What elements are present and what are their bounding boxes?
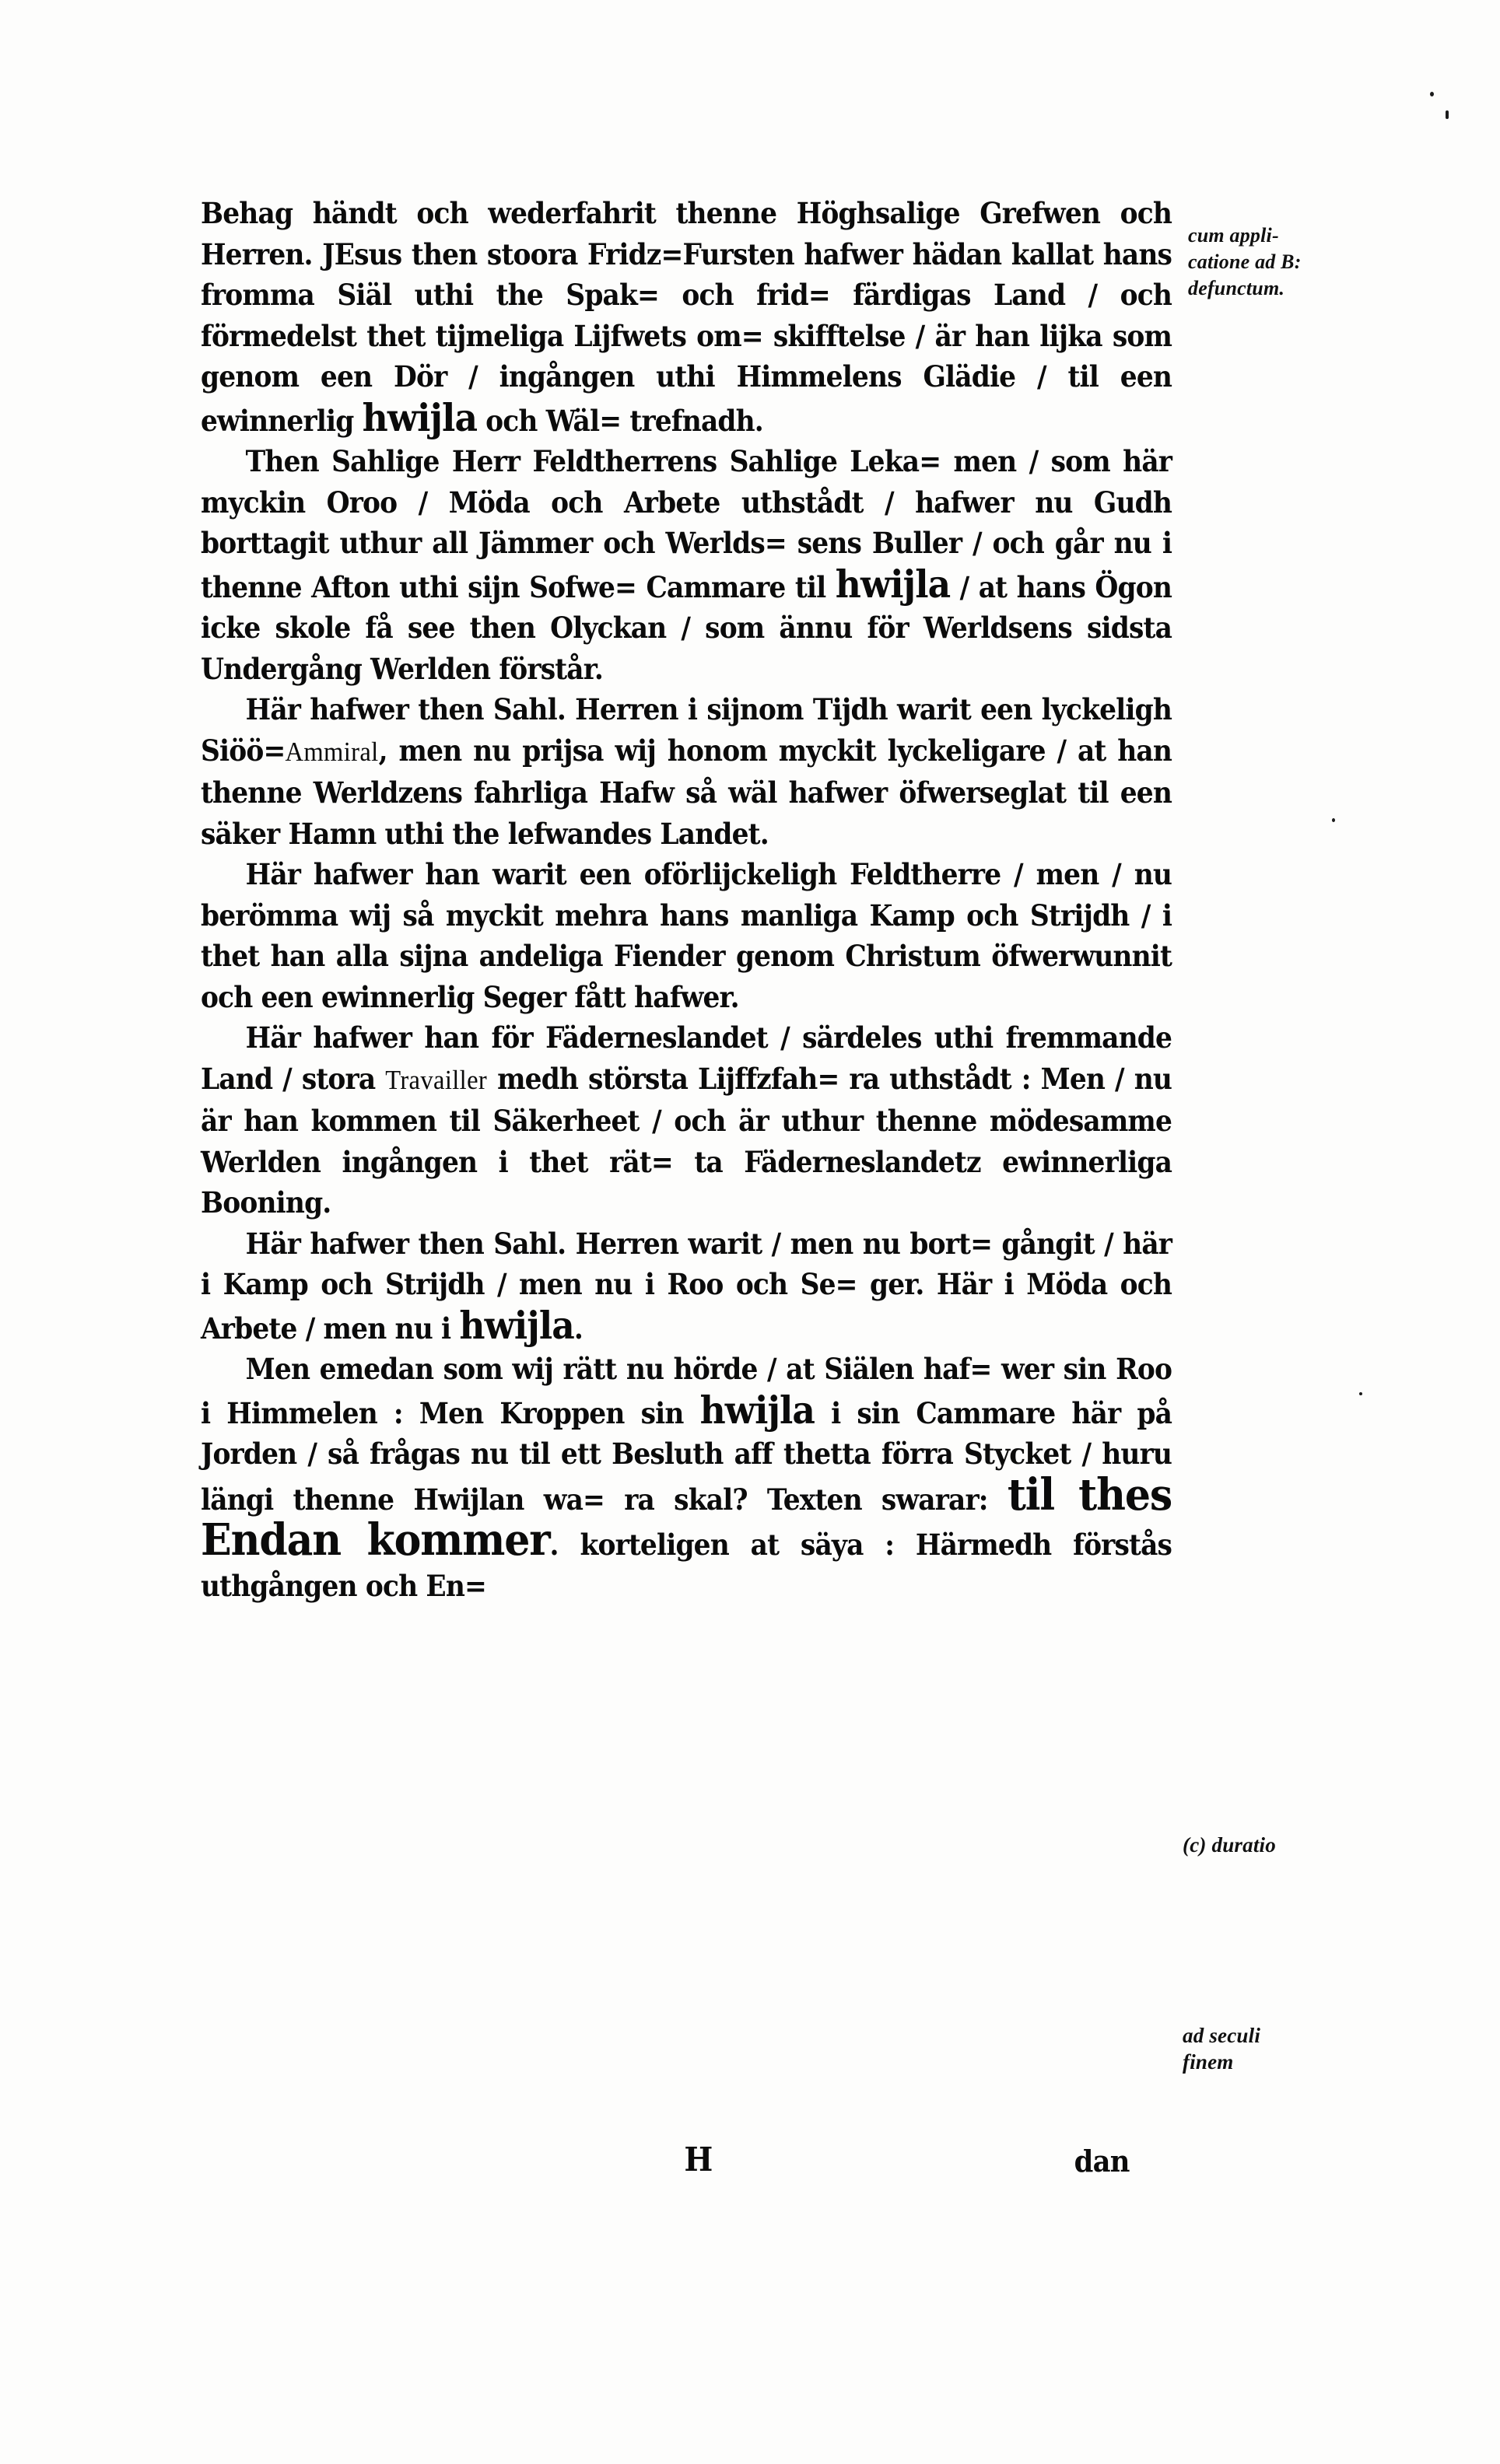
line: fått hafwer.: [574, 979, 739, 1014]
line: gångit / här i Kamp och Strijdh / men nu i Roo och Se=: [201, 1226, 1172, 1301]
roman-type-word: Ammiral: [285, 736, 379, 767]
line: Kamp och Strijdh / i thet han alla sijna andeliga Fiender: [201, 898, 1172, 973]
margin-note-ad-seculi-finem: [1183, 2022, 1416, 2075]
line: then Olyckan / som ännu för Werldsens sidsta Undergång: [201, 611, 1172, 686]
line: hafwer nu Gudh borttagit uthur all Jämmer och Werlds=: [201, 485, 1172, 560]
line: men / nu berömma wij så myckit mehra hans manliga: [201, 857, 1172, 933]
line: korteligen at säya : Härmedh förstås uthgången och En=: [201, 1528, 1172, 1603]
ink-speck: [1359, 1392, 1362, 1395]
margin-note-line: catione ad B:: [1188, 250, 1302, 273]
line: Werlden förstår.: [370, 651, 604, 686]
catchword: dan: [1074, 2144, 1130, 2179]
ink-speck: [1430, 92, 1434, 96]
line: ger. Här i Möda och Arbete / men nu i hwijla.: [201, 1267, 1172, 1348]
line: men / som här myckin Oroo / Möda och Arbete uthstådt /: [201, 444, 1172, 520]
margin-note-line: finem: [1183, 2050, 1234, 2074]
line: Här hafwer then Sahl. Herren i sijnom Tijdh warit: [245, 692, 971, 726]
line: hädan kallat hans fromma Siäl uthi the Spak= och frid=: [201, 236, 1172, 312]
paragraph: [201, 1223, 1172, 1349]
line: Men emedan som wij rätt nu hörde / at Siälen haf=: [245, 1352, 992, 1386]
line: färdigas Land / och förmedelst thet tijmeliga Lijfwets om=: [201, 278, 1172, 353]
paragraph: [201, 193, 1172, 441]
line: genom Christum öfwerwunnit och een ewinnerlig Seger: [201, 939, 1172, 1014]
line: trefnadh.: [629, 403, 763, 438]
margin-note-duratio: [1183, 1832, 1416, 1858]
emphasised-word: hwijla: [835, 561, 951, 607]
line-with-display-phrase: ra skal? Texten swarar: til thes Endan kommer.: [201, 1468, 1172, 1566]
line: Här hafwer han warit een oförlijckeligh Feldtherre /: [245, 857, 1023, 891]
emphasised-word: hwijla: [459, 1302, 574, 1348]
paragraph: [201, 441, 1172, 689]
margin-note-line: cum appli-: [1188, 224, 1279, 247]
margin-note-line: ad seculi: [1183, 2024, 1261, 2047]
page-foot: [201, 2140, 1172, 2195]
ink-speck: [1446, 110, 1449, 119]
line: Hafw så wäl hafwer öfwerseglat til een säker Hamn uthi: [201, 775, 1172, 851]
margin-note-line: (c) duratio: [1183, 1833, 1276, 1857]
line: i sin Cammare här på Jorden / så frågas nu til ett Besluth: [201, 1395, 1172, 1471]
line: fremmande Land / stora Travailler medh största Lijffzfah=: [201, 1020, 1172, 1096]
text-block: [201, 193, 1172, 1606]
emphasised-word: hwijla: [362, 394, 478, 440]
emphasised-word: hwijla: [699, 1387, 815, 1433]
line: ta Fäderneslandetz ewinnerliga Booning.: [201, 1144, 1172, 1220]
margin-note-application: [1188, 222, 1421, 302]
line: Behag händt och wederfahrit thenne Höghsalige Grefwen: [201, 196, 1101, 230]
margin-note-line: defunctum.: [1188, 277, 1285, 299]
line: een lyckeligh Siöö=Ammiral, men nu prijsa wij honom: [201, 692, 1172, 768]
line: aff thetta förra Stycket / huru längi thenne Hwijlan wa=: [201, 1437, 1172, 1517]
line: the lefwandes Landet.: [452, 816, 769, 851]
paragraph: [201, 1017, 1172, 1223]
line: är uthur thenne mödesamme Werlden ingången i thet rät=: [201, 1104, 1172, 1179]
line: ra uthstådt : Men / nu är han kommen til Säkerheet / och: [201, 1061, 1172, 1138]
line: och Herren. JEsus then stoora Fridz=Fursten hafwer: [201, 196, 1172, 271]
line: sens Buller / och går nu i thenne Afton uthi sijn Sofwe=: [201, 526, 1172, 604]
emphasised-word: til thes Endan kommer: [201, 1468, 1172, 1566]
ink-speck: [1332, 818, 1335, 822]
paragraph: [201, 854, 1172, 1017]
line: Här hafwer han för Fäderneslandet / särdeles uthi: [245, 1020, 994, 1055]
fraktur-column: [201, 193, 1172, 1606]
line: Här hafwer then Sahl. Herren warit / men nu bort=: [245, 1226, 993, 1261]
line: Himmelens Glädie / til een ewinnerlig hwijla och Wäl=: [201, 359, 1172, 440]
line: Cammare til hwijla / at hans Ögon icke skole få see: [201, 561, 1172, 645]
line: wer sin Roo i Himmelen : Men Kroppen sin hwijla: [201, 1352, 1172, 1433]
signature-mark: H: [684, 2140, 713, 2179]
line: Then Sahlige Herr Feldtherrens Sahlige Leka=: [245, 444, 941, 478]
line: myckit lyckeligare / at han thenne Werldzens fahrliga: [201, 733, 1172, 810]
paragraph: [201, 1349, 1172, 1606]
line: skifftelse / är han lijka som genom een Dör / ingången uthi: [201, 318, 1172, 394]
paragraph: [201, 689, 1172, 854]
roman-type-word: Travailler: [385, 1064, 488, 1095]
